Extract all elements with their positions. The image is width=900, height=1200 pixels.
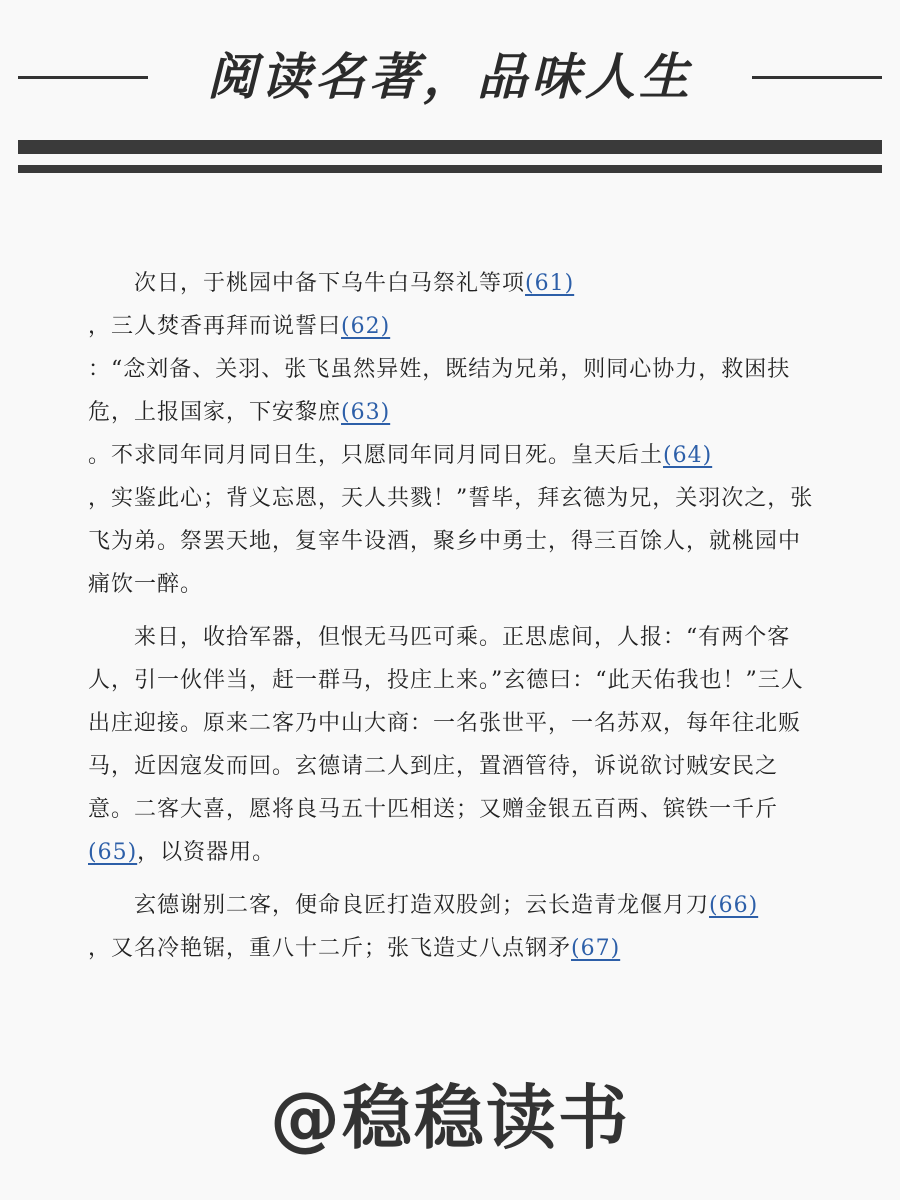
text-line: [88, 477, 818, 606]
text-line: [88, 831, 818, 874]
body-text-span: ：“念刘备、关羽、张飞虽然异姓，既结为兄弟，则同心协力，救困扶危，上报国家，下安黎庶: [88, 357, 791, 425]
author-handle: @稳稳读书: [270, 1077, 630, 1159]
title-rule-right: [752, 76, 882, 79]
article-body: [88, 262, 818, 980]
paragraph: [88, 616, 818, 874]
footnote-link[interactable]: (63): [341, 400, 391, 425]
text-line: [88, 305, 818, 348]
body-text-span: ，实鉴此心；背义忘恩，天人共戮！”誓毕，拜玄德为兄，关羽次之，张飞为弟。祭罢天地，复宰牛设酒，聚乡中勇士，得三百馀人，就桃园中痛饮一醉。: [88, 486, 814, 597]
footnote-link[interactable]: (62): [341, 314, 391, 339]
body-text-span: 来日，收拾军器，但恨无马匹可乘。正思虑间，人报：“有两个客人，引一伙伴当，赶一群马，投庄上来。”玄德曰：“此天佑我也！”三人出庄迎接。原来二客乃中山大商：一名张世平，一名苏双，每年往北贩马，近因寇发而回。玄德请二人到庄，置酒管待，诉说欲讨贼安民之意。二客大喜，愿将良马五十匹相送；又赠金银五百两、镔铁一千斤: [88, 625, 804, 822]
body-text-span: 。不求同年同月同日生，只愿同年同月同日死。皇天后土: [88, 443, 664, 468]
divider-bar-thick: [18, 140, 882, 154]
footnote-link[interactable]: (64): [663, 443, 713, 468]
body-text-span: ，又名冷艳锯，重八十二斤；张飞造丈八点钢矛: [88, 936, 572, 961]
footnote-link[interactable]: (67): [571, 936, 621, 961]
body-text-span: ，以资器用。: [137, 840, 276, 865]
text-line: [88, 434, 818, 477]
body-text-span: 玄德谢别二客，便命良匠打造双股剑；云长造青龙偃月刀: [134, 893, 710, 918]
footnote-link[interactable]: (61): [525, 271, 575, 296]
paragraph: [88, 262, 818, 606]
footnote-link[interactable]: (66): [709, 893, 759, 918]
header-banner: [0, 0, 900, 200]
divider-bar-thin: [18, 165, 882, 173]
page-title: 阅读名著，品味人生: [207, 48, 693, 106]
title-rule-left: [18, 76, 148, 79]
text-line: [88, 262, 818, 305]
footnote-link[interactable]: (65): [88, 840, 138, 865]
text-line: [88, 348, 818, 434]
text-line: [88, 927, 818, 970]
body-text-span: ，三人焚香再拜而说誓曰: [88, 314, 342, 339]
paragraph: [88, 884, 818, 970]
body-text-span: 次日，于桃园中备下乌牛白马祭礼等项: [134, 271, 526, 296]
text-line: [88, 884, 818, 927]
text-line: [88, 616, 818, 831]
